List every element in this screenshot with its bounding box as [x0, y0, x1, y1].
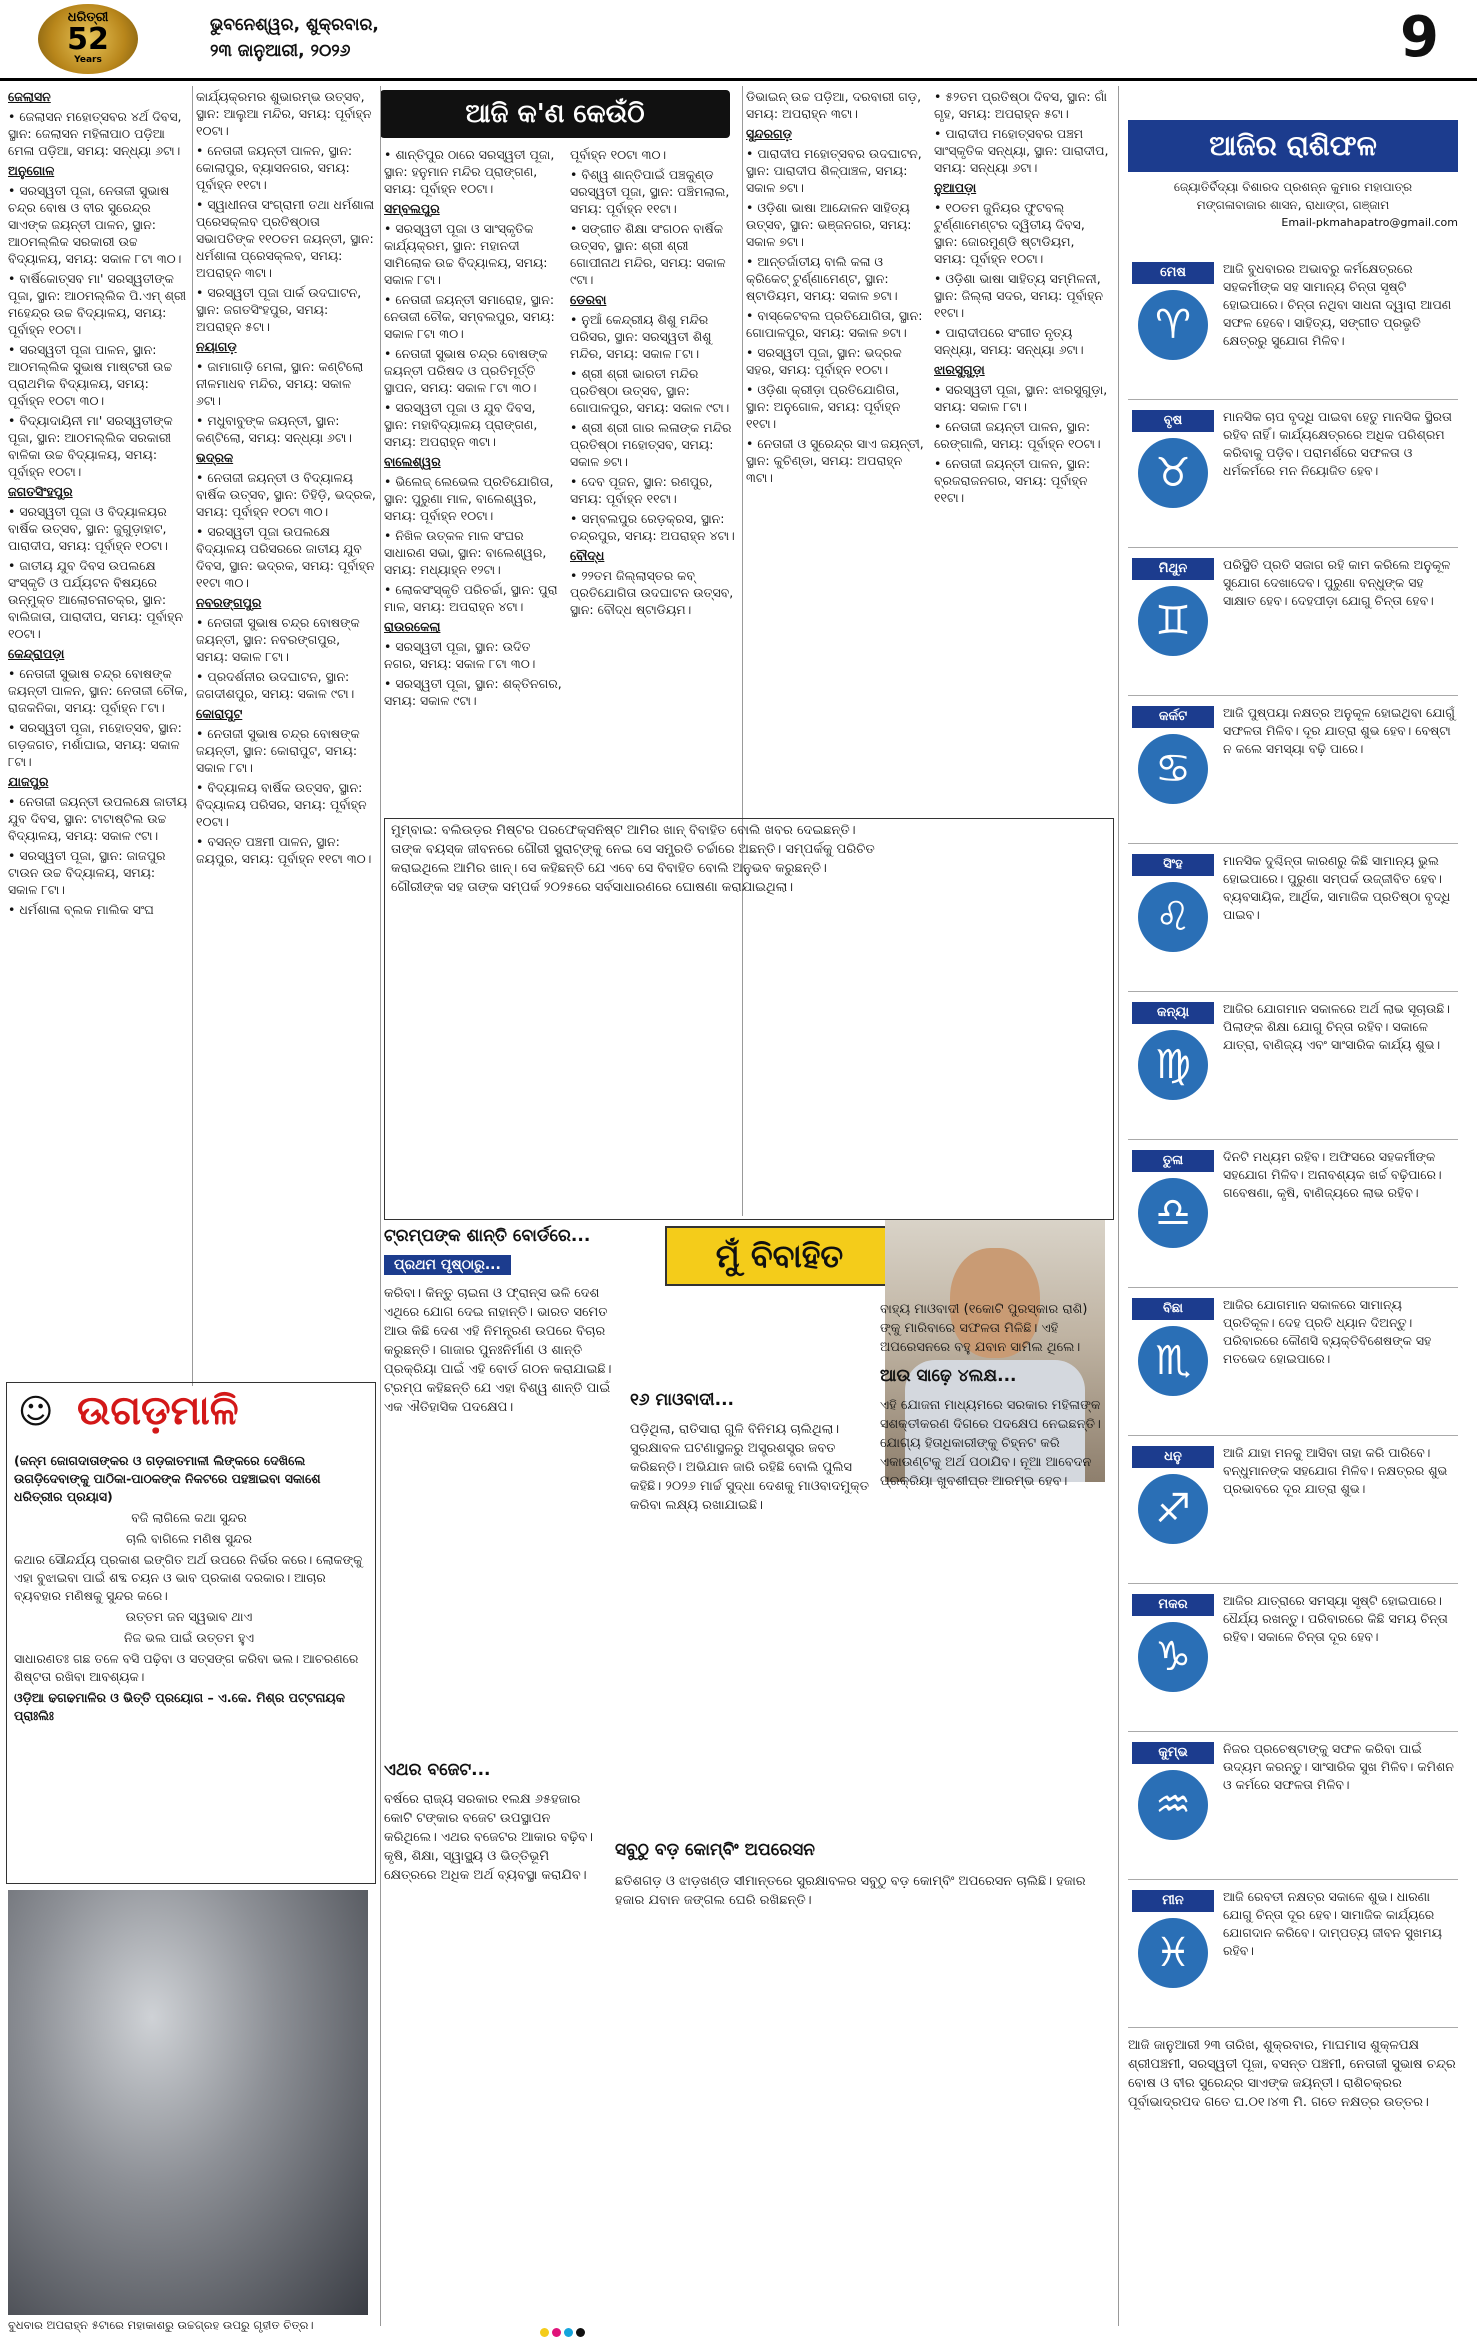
listing-column-5	[746, 88, 926, 808]
event-item: • ସରସ୍ୱତୀ ପୂଜା, ସ୍ଥାନ: ଝାରସୁଗୁଡ଼ା, ସମୟ: ସକାଳ ୮ଟା।	[934, 382, 1108, 414]
event-item: • ନେତାଜୀ ଜୟନ୍ତୀ ପାଳନ, ସ୍ଥାନ: ରେଙ୍ଗାଲି, ସମୟ: ପୂର୍ବାହ୍ନ ୧୦ଟା।	[934, 419, 1101, 451]
event-item: • ନେତାଜୀ ଜୟନ୍ତୀ ଉପଲକ୍ଷେ ଜାତୀୟ ଯୁବ ଦିବସ, ସ୍ଥାନ: ଟାଟାଷ୍ଟିଲ ଉଚ୍ଚ ବିଦ୍ୟାଳୟ, ସମୟ: ସକାଳ ୯ଟା।	[8, 794, 188, 843]
event-item: • ପ୍ରଦର୍ଶନୀର ଉଦଘାଟନ, ସ୍ଥାନ: ଜଗଦୀଶପୁର, ସମୟ: ସକାଳ ୯ଟା।	[196, 669, 355, 701]
district-heading: ଜଗତସିଂହପୁର	[8, 484, 73, 499]
ugadmali-subtitle: (ଜନ୍ମ ଜୋଗଦାତାଙ୍କର ଓ ଗଡ଼ଜାତମାଳୀ ଲିଙ୍କରେ ଦେଖିଲେ ଉଗଡ଼ିଦେବାଙ୍କୁ ପାଠିକା-ପାଠକଙ୍କ ନିକଟରେ ପହଞ୍ଚାଇବା ସକାଶେ ଧରିତ୍ରୀର ପ୍ରୟାସ)	[14, 1453, 321, 1504]
zodiac-symbol-icon: ♊	[1138, 586, 1208, 656]
zodiac-forecast: ଦିନଟି ମଧ୍ୟମ ରହିବ। ଅଫିସରେ ସହକର୍ମୀଙ୍କ ସହଯୋଗ ମିଳିବ। ଅନାବଶ୍ୟକ ଖର୍ଚ୍ଚ ବଢ଼ିପାରେ। ଗବେଷଣା, କୃଷି, ବାଣିଜ୍ୟରେ ଲାଭ ରହିବ।	[1223, 1149, 1442, 1200]
district-heading: ଡେରବା	[570, 292, 607, 307]
satellite-caption: ବୁଧବାର ଅପରାହ୍ନ ୫ଟାରେ ମହାକାଶରୁ ଉଚ୍ଚଗ୍ରହ ଉପରୁ ଗୃହୀତ ଚିତ୍ର।	[8, 2318, 314, 2332]
event-item: • ନେତାଜୀ ସୁଭାଷ ଚନ୍ଦ୍ର ବୋଷଙ୍କ ଜୟନ୍ତୀ ପରିଷଦ ଓ ପ୍ରତିମୂର୍ତ୍ତି ସ୍ଥାପନ, ସମୟ: ସକାଳ ୮ଟା ୩୦।	[384, 346, 548, 395]
dateline	[210, 12, 379, 64]
event-item: • ବିଶ୍ୱ ଶାନ୍ତିପାଇଁ ପଞ୍ଚକୁଣ୍ଡ ସରସ୍ୱତୀ ପୂଜା, ସ୍ଥାନ: ପଞ୍ଚିମଲାଲ, ସମୟ: ପୂର୍ବାହ୍ନ ୧୧ଟା।	[570, 167, 730, 216]
zodiac-forecast: ମାନସିକ ଦୁଶ୍ଚିନ୍ତା କାରଣରୁ କିଛି ସାମାନ୍ୟ ଭୁଲ ହୋଇପାରେ। ପୁରୁଣା ସମ୍ପର୍କ ଉଜ୍ଜୀବିତ ହେବ। ବ୍ୟବସାୟିକ, ଆର୍ଥିକ, ସାମାଜିକ ପ୍ରତିଷ୍ଠା ବୃଦ୍ଧି ପାଇବ।	[1223, 853, 1451, 922]
event-item: • ସରସ୍ୱତୀ ପୂଜା ଓ ବିଦ୍ୟାଳୟର ବାର୍ଷିକ ଉତ୍ସବ, ସ୍ଥାନ: ଜୁଗୁଡ଼ାହାଟ, ପାରାଦୀପ, ସମୟ: ପୂର୍ବାହ୍ନ ୧୦ଟା।	[8, 504, 169, 553]
budget-headline-block	[384, 1760, 604, 1780]
event-item: ଡିଭାଇନ୍ ଉଚ୍ଚ ପଡ଼ିଆ, ଦରବାରୀ ଗଡ଼, ସମୟ: ଅପରାହ୍ନ ୩ଟା।	[746, 89, 922, 121]
zodiac-forecast: ଆଜିର ଯୋଗମାନ ସକାଳରେ ସାମାନ୍ୟ ପ୍ରତିକୂଳ। ଦେହ ପ୍ରତି ଧ୍ୟାନ ଦିଅନ୍ତୁ। ପରିବାରରେ କୌଣସି ବ୍ୟକ୍ତିବିଶେଷଙ୍କ ସହ ମତଭେଦ ହୋଇପାରେ।	[1223, 1297, 1432, 1366]
event-item: • ନେତାଜୀ ଜୟନ୍ତୀ ପାଳନ, ସ୍ଥାନ: ବ୍ରଜରାଜନଗର, ସମୟ: ପୂର୍ବାହ୍ନ ୧୧ଟା।	[934, 456, 1091, 505]
column-rule	[192, 86, 193, 1386]
event-item: • ସରସ୍ୱତୀ ପୂଜା, ସ୍ଥାନ: ଜାଜପୁର ଟାଉନ ଉଚ୍ଚ ବିଦ୍ୟାଳୟ, ସମୟ: ସକାଳ ୮ଟା।	[8, 848, 166, 897]
zodiac-entry	[1128, 1734, 1458, 1880]
ugadmali-verse: ନିଜ ଭଲ ପାଇଁ ଉତ୍ତମ ହୁଏ	[123, 1630, 255, 1645]
event-item: ପୂର୍ବାହ୍ନ ୧୦ଟା ୩୦।	[570, 147, 667, 162]
zodiac-symbol-icon: ♑	[1138, 1622, 1208, 1692]
astrologer-credit	[1128, 178, 1458, 232]
district-heading: ଭଦ୍ରକ	[196, 450, 234, 465]
listing-column-4	[570, 146, 738, 806]
ugadmali-verse: ଉତ୍ତମ ଜନ ସ୍ୱଭାବ ଥାଏ	[125, 1609, 253, 1624]
continued-story-text: ବାହ୍ୟ ମାଓବାଦୀ (୧କୋଟି ପୁରସ୍କାର ରାଶି) ଙ୍କୁ ମାରିବାରେ ସଫଳତା ମିଳିଛି। ଏହି ଅପରେସନରେ ବହୁ ଯବାନ ସାମିଲ ଥିଲେ।	[880, 1302, 1088, 1355]
event-item: • ନିଖିଳ ଉତ୍କଳ ମାଳ ସଂଘର ସାଧାରଣ ସଭା, ସ୍ଥାନ: ବାଲେଶ୍ୱର, ସମୟ: ମଧ୍ୟାହ୍ନ ୧୨ଟା।	[384, 528, 547, 577]
column-rule	[380, 86, 381, 2326]
event-item: • ଓଡ଼ିଶା ଭାଷା ସାହିତ୍ୟ ସମ୍ମିଳନୀ, ସ୍ଥାନ: ଜିଲ୍ଲା ସଦର, ସମୟ: ପୂର୍ବାହ୍ନ ୧୧ଟା।	[934, 271, 1103, 320]
event-item: • ଜାମାଗାଡ଼ି ମେଳା, ସ୍ଥାନ: କଣ୍ଟିଲୋ ନୀଳମାଧବ ମନ୍ଦିର, ସମୟ: ସକାଳ ୬ଟା।	[196, 359, 364, 408]
event-item: • ପାରାଦୀପ ମହୋତ୍ସବର ଉଦଘାଟନ, ସ୍ଥାନ: ପାରାଦୀପ ଶିଳ୍ପାଞ୍ଚଳ, ସମୟ: ସକାଳ ୭ଟା।	[746, 146, 922, 195]
event-item: • ନେତାଜୀ ଜୟନ୍ତୀ ସମାରୋହ, ସ୍ଥାନ: ନେତାଜୀ ଚୌକ, ସମ୍ବଲପୁର, ସମୟ: ସକାଳ ୮ଟା ୩୦।	[384, 292, 555, 341]
zodiac-entry	[1128, 1290, 1458, 1436]
zodiac-entry	[1128, 402, 1458, 548]
event-item: • ସରସ୍ୱତୀ ପୂଜା ପାଳନ, ସ୍ଥାନ: ଆଠମଲ୍ଲିକ ସୁଭାଷ ମାଷ୍ଟରୀ ଉଚ୍ଚ ପ୍ରାଥମିକ ବିଦ୍ୟାଳୟ, ସମୟ: ପୂର୍ବାହ୍ନ ୧୦ଟା ୩୦।	[8, 342, 173, 408]
maobadi-text: ପଡ଼ିଥିଲା, ରାତିସାରା ଗୁଳି ବିନିମୟ ଚାଲିଥିଲା। ସୁରକ୍ଷାବଳ ଘଟଣାସ୍ଥଳରୁ ଅସ୍ତ୍ରଶସ୍ତ୍ର ଜବତ କରିଛନ୍ତି। ଅଭିଯାନ ଜାରି ରହିଛି ବୋଲି ପୁଲିସ କହିଛି। ୨୦୨୬ ମାର୍ଚ୍ଚ ସୁଦ୍ଧା ଦେଶକୁ ମାଓବାଦମୁକ୍ତ କରିବା ଲକ୍ଷ୍ୟ ରଖାଯାଇଛି।	[630, 1422, 870, 1513]
event-item: • ପାରାଦୀପରେ ସଂଗୀତ ନୃତ୍ୟ ସନ୍ଧ୍ୟା, ସମୟ: ସନ୍ଧ୍ୟା ୬ଟା।	[934, 325, 1084, 357]
zodiac-name: କର୍କଟ	[1132, 706, 1214, 728]
zodiac-name: ମକର	[1132, 1594, 1214, 1616]
satellite-weather-image	[8, 1890, 368, 2315]
district-heading: ଝାରସୁଗୁଡ଼ା	[934, 362, 985, 377]
zodiac-forecast: ନିଜର ପ୍ରଚେଷ୍ଟାଙ୍କୁ ସଫଳ କରିବା ପାଇଁ ଉଦ୍ୟମ କରନ୍ତୁ। ସାଂସାରିକ ସୁଖ ମିଳିବ। କମିଶନ ଓ କର୍ମରେ ସଫଳତା ମିଳିବ।	[1223, 1741, 1454, 1792]
zodiac-name: ମୀନ	[1132, 1890, 1214, 1912]
zodiac-forecast: ଆଜି ରେବତୀ ନକ୍ଷତ୍ର ସକାଳେ ଶୁଭ। ଧାରଣା ଯୋଗୁ ଚିନ୍ତା ଦୂର ହେବ। ସାମାଜିକ କାର୍ଯ୍ୟରେ ଯୋଗଦାନ କରିବେ। ଦାମ୍ପତ୍ୟ ଜୀବନ ସୁଖମୟ ରହିବ।	[1223, 1889, 1442, 1958]
budget-text: ବର୍ଷରେ ରାଜ୍ୟ ସରକାର ୧ଲକ୍ଷ ୬୫ହଜାର କୋଟି ଟଙ୍କାର ବଜେଟ ଉପସ୍ଥାପନ କରିଥିଲେ। ଏଥର ବଜେଟର ଆକାର ବଢ଼ିବ। କୃଷି, ଶିକ୍ଷା, ସ୍ୱାସ୍ଥ୍ୟ ଓ ଭିତ୍ତିଭୂମି କ୍ଷେତ୍ରରେ ଅଧିକ ଅର୍ଥ ବ୍ୟବସ୍ଥା କରାଯିବ।	[384, 1792, 593, 1883]
zodiac-entry	[1128, 1142, 1458, 1288]
zodiac-name: ଧନୁ	[1132, 1446, 1214, 1468]
listing-column-1	[8, 88, 188, 1378]
event-item: • ସରସ୍ୱତୀ ପୂଜା ଓ ଯୁବ ଦିବସ, ସ୍ଥାନ: ମହାବିଦ୍ୟାଳୟ ପ୍ରାଙ୍ଗଣ, ସମୟ: ଅପରାହ୍ନ ୩ଟା।	[384, 400, 538, 449]
ugadmali-header	[12, 1388, 367, 1450]
event-item: • ସରସ୍ୱତୀ ପୂଜା, ସ୍ଥାନ: ଭଦ୍ରକ ସହର, ସମୟ: ପୂର୍ବାହ୍ନ ୧୦ଟା।	[746, 345, 902, 377]
event-item: • ନେତାଜୀ ସୁଭାଷ ଚନ୍ଦ୍ର ବୋଷଙ୍କ ଜୟନ୍ତୀ, ସ୍ଥାନ: ନବରଙ୍ଗପୁର, ସମୟ: ସକାଳ ୮ଟା।	[196, 615, 360, 664]
zodiac-symbol-icon: ♎	[1138, 1178, 1208, 1248]
years-label: Years	[74, 55, 102, 65]
ugadmali-body	[14, 1452, 364, 1872]
zodiac-entry	[1128, 846, 1458, 992]
rashiphala-title: ଆଜିର ରାଶିଫଳ	[1128, 120, 1458, 172]
trump-continue	[384, 1254, 624, 1273]
zodiac-name: ସିଂହ	[1132, 854, 1214, 876]
zodiac-symbol-icon: ♓	[1138, 1918, 1208, 1988]
event-item: • ସରସ୍ୱତୀ ପୂଜା ଉପଲକ୍ଷେ ବିଦ୍ୟାଳୟ ପରିସରରେ ଜାତୀୟ ଯୁବ ଦିବସ, ସ୍ଥାନ: ଭଦ୍ରକ, ସମୟ: ପୂର୍ବାହ୍ନ ୧୧ଟା ୩୦।	[196, 524, 375, 590]
event-item: • ବିଦ୍ୟାଦାୟିନୀ ମା' ସରସ୍ୱତୀଙ୍କ ପୂଜା, ସ୍ଥାନ: ଆଠମଲ୍ଲିକ ସରକାରୀ ବାଳିକା ଉଚ୍ଚ ବିଦ୍ୟାଳୟ, ସମୟ: ପୂର୍ବାହ୍ନ ୧୦ଟା।	[8, 413, 173, 479]
event-item: • ଶ୍ରୀ ଶ୍ରୀ ଭାରତୀ ମନ୍ଦିର ପ୍ରତିଷ୍ଠା ଉତ୍ସବ, ସ୍ଥାନ: ଗୋପାଳପୁର, ସମୟ: ସକାଳ ୯ଟା।	[570, 366, 730, 415]
continue-label: ପ୍ରଥମ ପୃଷ୍ଠାରୁ...	[384, 1255, 511, 1275]
aau-sadhe-headline: ଆଉ ସାଢ଼େ ୪ଲକ୍ଷ...	[880, 1366, 1017, 1386]
ugadmali-verse: ବଜି ଲାଗିଲେ କଥା ସୁନ୍ଦର	[131, 1510, 247, 1525]
brand-name: ଧରିତ୍ରୀ	[67, 10, 109, 25]
trump-headline: ଟ୍ରମ୍ପଙ୍କ ଶାନ୍ତି ବୋର୍ଡରେ...	[384, 1226, 591, 1246]
event-item: • ୫୨ତମ ପ୍ରତିଷ୍ଠା ଦିବସ, ସ୍ଥାନ: ଗାଁ ଗୃହ, ସମୟ: ଅପରାହ୍ନ ୫ଟା।	[934, 89, 1108, 121]
event-item: • ସରସ୍ୱତୀ ପୂଜା, ନେତାଜୀ ସୁଭାଷ ଚନ୍ଦ୍ର ବୋଷ ଓ ବୀର ସୁରେନ୍ଦ୍ର ସାଏଙ୍କ ଜୟନ୍ତୀ ପାଳନ, ସ୍ଥାନ: ଆଠମଲ୍ଲିକ ସରକାରୀ ଉଚ୍ଚ ବିଦ୍ୟାଳୟ, ସମୟ: ସକାଳ ୮ଟା ୩୦।	[8, 183, 182, 266]
zodiac-forecast: ଆଜିର ଯୋଗମାନ ସକାଳରେ ଅର୍ଥ ଲାଭ ସୂଚାଉଛି। ପିଲାଙ୍କ ଶିକ୍ଷା ଯୋଗୁ ଚିନ୍ତା ରହିବ। ସକାଳେ ଯାତ୍ରା, ବାଣିଜ୍ୟ ଏବଂ ସାଂସାରିକ କାର୍ଯ୍ୟ ଶୁଭ।	[1223, 1001, 1450, 1052]
event-item: • ସରସ୍ୱତୀ ପୂଜା ପାର୍କ ଉଦଘାଟନ, ସ୍ଥାନ: ଜଗତସିଂହପୁର, ସମୟ: ଅପରାହ୍ନ ୫ଟା।	[196, 285, 362, 334]
vivahita-headline: ମୁଁ ବିବାହିତ	[665, 1226, 894, 1286]
event-item: • ସରସ୍ୱତୀ ପୂଜା, ସ୍ଥାନ: ଶକ୍ତିନଗର, ସମୟ: ସକାଳ ୯ଟା।	[384, 676, 562, 708]
event-item: • ଓଡ଼ିଶା ଭାଷା ଆନ୍ଦୋଳନ ସାହିତ୍ୟ ଉତ୍ସବ, ସ୍ଥାନ: ଭଞ୍ଜନଗର, ସମୟ: ସକାଳ ୭ଟା।	[746, 200, 912, 249]
event-item: • ନେତାଜୀ ଜୟନ୍ତୀ ପାଳନ, ସ୍ଥାନ: କୋଲାପୁର, ବ୍ୟାସନଗର, ସମୟ: ପୂର୍ବାହ୍ନ ୧୧ଟା।	[196, 143, 353, 192]
section-title: ଆଜି କ'ଣ କେଉଁଠି	[380, 90, 730, 138]
zodiac-symbol-icon: ♐	[1138, 1474, 1208, 1544]
anniversary-logo	[38, 4, 138, 74]
zodiac-entry	[1128, 254, 1458, 400]
zodiac-forecast: ମାନସିକ ଚାପ ବୃଦ୍ଧି ପାଇବା ହେତୁ ମାନସିକ ସ୍ଥିରତା ରହିବ ନାହିଁ। କାର୍ଯ୍ୟକ୍ଷେତ୍ରରେ ଅଧିକ ପରିଶ୍ରମ କରିବାକୁ ପଡ଼ିବ। ପରାମର୍ଶରେ ସଫଳତା ଓ ଧର୍ମକର୍ମରେ ମନ ନିୟୋଜିତ ହେବ।	[1223, 409, 1452, 478]
district-heading: କୋରାପୁଟ	[196, 706, 243, 721]
column-rule	[1118, 86, 1119, 2326]
dateline-place: ଭୁବନେଶ୍ୱର, ଶୁକ୍ରବାର,	[210, 15, 379, 35]
zodiac-entry	[1128, 1586, 1458, 1732]
district-heading: ନବରଙ୍ଗପୁର	[196, 595, 262, 610]
event-item: • ନେତାଜୀ ଓ ସୁରେନ୍ଦ୍ର ସାଏ ଜୟନ୍ତୀ, ସ୍ଥାନ: କୁଚିଣ୍ଡା, ସମୟ: ଅପରାହ୍ନ ୩ଟା।	[746, 436, 924, 485]
zodiac-forecast: ଆଜିର ଯାତ୍ରାରେ ସମସ୍ୟା ସୃଷ୍ଟି ହୋଇପାରେ। ଧୈର୍ଯ୍ୟ ରଖନ୍ତୁ। ପରିବାରରେ କିଛି ସମୟ ଚିନ୍ତା ରହିବ। ସକାଳେ ଚିନ୍ତା ଦୂର ହେବ।	[1223, 1593, 1448, 1644]
event-item: • ୨୨ତମ ଜିଲ୍ଲାସ୍ତର କବ୍ ପ୍ରତିଯୋଗିତା ଉଦଘାଟନ ଉତ୍ସବ, ସ୍ଥାନ: ବୌଦ୍ଧ ଷ୍ଟାଡିୟମ।	[570, 568, 734, 617]
vivahita-story	[384, 818, 1114, 1220]
event-item: • ବିଦ୍ୟାଳୟ ବାର୍ଷିକ ଉତ୍ସବ, ସ୍ଥାନ: ବିଦ୍ୟାଳୟ ପରିସର, ସମୟ: ପୂର୍ବାହ୍ନ ୧୦ଟା।	[196, 780, 367, 829]
zodiac-entry	[1128, 698, 1458, 844]
ugadmali-credit: ଓଡ଼ିଆ ଢଗଢମାଳିର ଓ ଭିତ୍ତି ପ୍ରୟୋଗ – ଏ.କେ. ମିଶ୍ର ପଟ୍ଟନାୟକ ପ୍ରାଃଲିଃ	[14, 1690, 345, 1723]
event-item: • ଜେଲାସନ ମହୋତ୍ସବର ୪ର୍ଥ ଦିବସ, ସ୍ଥାନ: ଜେଲାସନ ମହିଳାପାଠ ପଡ଼ିଆ ମେଳା ପଡ଼ିଆ, ସମୟ: ସନ୍ଧ୍ୟା ୬ଟା।	[8, 109, 182, 158]
combing-headline-block	[615, 1840, 915, 1860]
listing-column-6	[934, 88, 1109, 808]
astrologer-name: ଜ୍ୟୋତିର୍ବିଦ୍ୟା ବିଶାରଦ ପ୍ରଶନ୍ନ କୁମାର ମହାପାତ୍ର	[1173, 180, 1413, 194]
district-heading: କେନ୍ଦ୍ରାପଡ଼ା	[8, 646, 65, 661]
event-item: • ଶାନ୍ତିପୁର ଠାରେ ସରସ୍ୱତୀ ପୂଜା, ସ୍ଥାନ: ହନୁମାନ ମନ୍ଦିର ପ୍ରାଙ୍ଗଣ, ସମୟ: ପୂର୍ବାହ୍ନ ୧୦ଟା।	[384, 147, 555, 196]
zodiac-entry	[1128, 994, 1458, 1140]
event-item: • ଭିଲେଜ୍ ଲେଭେଲ ପ୍ରତିଯୋଗିତା, ସ୍ଥାନ: ପୁରୁଣା ମାଳ, ବାଲେଶ୍ୱର, ସମୟ: ପୂର୍ବାହ୍ନ ୧୦ଟା।	[384, 474, 554, 523]
district-heading: ରାଉରକେଲା	[384, 619, 441, 634]
zodiac-forecast: ଆଜି ପୁଷ୍ପୟା ନକ୍ଷତ୍ର ଅନୁକୂଳ ହୋଇଥିବା ଯୋଗୁଁ ସଫଳତା ମିଳିବ। ଦୂର ଯାତ୍ରା ଶୁଭ ହେବ। ବେଷ୍ଟା ନ କଲେ ସମସ୍ୟା ବଢ଼ି ପାରେ।	[1223, 705, 1455, 756]
event-item: • ନେତାଜୀ ସୁଭାଷ ଚନ୍ଦ୍ର ବୋଷଙ୍କ ଜୟନ୍ତୀ, ସ୍ଥାନ: କୋରାପୁଟ, ସମୟ: ସକାଳ ୮ଟା।	[196, 726, 360, 775]
event-item: • ଶ୍ରୀ ଶ୍ରୀ ଗାର ଲଳାଙ୍କ ମନ୍ଦିର ପ୍ରତିଷ୍ଠା ମହୋତ୍ସବ, ସମୟ: ସକାଳ ୭ଟା।	[570, 420, 732, 469]
zodiac-name: ବିଛା	[1132, 1298, 1214, 1320]
vivahita-text: ମୁମ୍ବାଇ: ବଲିଉଡ଼ର ମିଷ୍ଟର ପରଫେକ୍ସନିଷ୍ଟ ଆମିର ଖାନ୍ ବିବାହିତ ବୋଲି ଖବର ଦେଇଛନ୍ତି। ତାଙ୍କ ବୟସ୍କ ଜୀବନରେ ଗୌରୀ ସ୍ପ୍ରାଟ୍ଙ୍କୁ ନେଇ ସେ ସମ୍ପ୍ରତି ଚର୍ଚ୍ଚାରେ ଅଛନ୍ତି। ସମ୍ପର୍କକୁ ପରିଚିତ କରାଇଥିଲେ ଆମିର ଖାନ୍। ସେ କହିଛନ୍ତି ଯେ ଏବେ ସେ ବିବାହିତ ବୋଲି ଅନୁଭବ କରୁଛନ୍ତି। ଗୌରୀଙ୍କ ସହ ତାଙ୍କ ସମ୍ପର୍କ ୨୦୨୫ରେ ସର୍ବସାଧାରଣରେ ଘୋଷଣା କରାଯାଇଥିଲା।	[391, 823, 875, 895]
zodiac-entry	[1128, 550, 1458, 696]
years-number: 52	[67, 22, 109, 57]
event-item: • ମଧୁବାବୁଙ୍କ ଜୟନ୍ତୀ, ସ୍ଥାନ: କଣ୍ଟିଲୋ, ସମୟ: ସନ୍ଧ୍ୟା ୬ଟା।	[196, 413, 353, 445]
astrologer-address: ମଙ୍ଗଳାବାଜାର ଶାସନ, ରାଧାଙ୍ଗ, ଗଞ୍ଜାମ	[1196, 198, 1390, 212]
combing-text: ଛତିଶଗଡ଼ ଓ ଝାଡ଼ଖଣ୍ଡ ସୀମାନ୍ତରେ ସୁରକ୍ଷାବଳର ସବୁଠୁ ବଡ଼ କୋମ୍ବିଂ ଅପରେସନ ଚାଲିଛି। ହଜାର ହଜାର ଯବାନ ଜଙ୍ଗଲ ଘେରି ରଖିଛନ୍ତି।	[615, 1874, 1086, 1908]
ugadmali-title: ଉଗଡ଼ମାଳି	[77, 1388, 239, 1434]
event-item: • ଧର୍ମଶାଳା ବ୍ଲକ ମାଲିକ ସଂଘ	[8, 902, 154, 917]
zodiac-name: ତୁଳା	[1132, 1150, 1214, 1172]
district-heading: ବାଲେଶ୍ୱର	[384, 454, 441, 469]
district-heading: ନୁଆପଡ଼ା	[934, 180, 977, 195]
aau-sadhe-text: ଏହି ଯୋଜନା ମାଧ୍ୟମରେ ସରକାର ମହିଳାଙ୍କ ସଶକ୍ତୀକରଣ ଦିଗରେ ପଦକ୍ଷେପ ନେଇଛନ୍ତି। ଯୋଗ୍ୟ ହିତାଧିକାରୀଙ୍କୁ ଚିହ୍ନଟ କରି ଏକାଉଣ୍ଟକୁ ଅର୍ଥ ପଠାଯିବ। ନୂଆ ଆବେଦନ ପ୍ରକ୍ରିୟା ଖୁବଶୀଘ୍ର ଆରମ୍ଭ ହେବ।	[880, 1398, 1101, 1489]
event-item: • ଜାତୀୟ ଯୁବ ଦିବସ ଉପଲକ୍ଷେ ସଂସ୍କୃତି ଓ ପର୍ଯ୍ୟଟନ ବିଷୟରେ ଉନ୍ମୁକ୍ତ ଆଲୋଚନାଚକ୍ର, ସ୍ଥାନ: ବାଲିଜାତା, ପାରାଦୀପ, ସମୟ: ପୂର୍ବାହ୍ନ ୧୦ଟା।	[8, 558, 184, 641]
ugadmali-text: କଥାର ସୌନ୍ଦର୍ଯ୍ୟ ପ୍ରକାଶ ଇଙ୍ଗିତ ଅର୍ଥ ଉପରେ ନିର୍ଭର କରେ। ଲୋକଙ୍କୁ ଏହା ବୁଝାଇବା ପାଇଁ ଶବ୍ଦ ଚୟନ ଓ ଭାବ ପ୍ରକାଶ ଦରକାର। ଆଚାର ବ୍ୟବହାର ମଣିଷକୁ ସୁନ୍ଦର କରେ।	[14, 1552, 363, 1603]
district-heading: ସୁନ୍ଦରଗଡ଼	[746, 126, 792, 141]
zodiac-name: ବୃଷ	[1132, 410, 1214, 432]
event-item: • ପାରାଦୀପ ମହୋତ୍ସବର ପଞ୍ଚମ ସାଂସ୍କୃତିକ ସନ୍ଧ୍ୟା, ସ୍ଥାନ: ପାରାଦୀପ, ସମୟ: ସନ୍ଧ୍ୟା ୬ଟା।	[934, 126, 1109, 175]
trump-text: କରିବା। କିନ୍ତୁ ଚାଇନା ଓ ଫ୍ରାନ୍ସ ଭଳି ଦେଶ ଏଥିରେ ଯୋଗ ଦେଇ ନାହାନ୍ତି। ଭାରତ ସମେତ ଆଉ କିଛି ଦେଶ ଏହି ନିମନ୍ତ୍ରଣ ଉପରେ ବିଚାର କରୁଛନ୍ତି। ଗାଜାର ପୁନଃନିର୍ମାଣ ଓ ଶାନ୍ତି ପ୍ରକ୍ରିୟା ପାଇଁ ଏହି ବୋର୍ଡ ଗଠନ କରାଯାଇଛି। ଟ୍ରମ୍ପ କହିଛନ୍ତି ଯେ ଏହା ବିଶ୍ୱ ଶାନ୍ତି ପାଇଁ ଏକ ଐତିହାସିକ ପଦକ୍ଷେପ।	[384, 1286, 612, 1415]
registration-dot	[540, 2328, 549, 2337]
event-item: • ବସନ୍ତ ପଞ୍ଚମୀ ପାଳନ, ସ୍ଥାନ: ଜୟପୁର, ସମୟ: ପୂର୍ବାହ୍ନ ୧୧ଟା ୩୦।	[196, 834, 372, 866]
combing-headline: ସବୁଠୁ ବଡ଼ କୋମ୍ବିଂ ଅପରେସନ	[615, 1840, 815, 1860]
cartoon-face-icon: ☺	[18, 1392, 54, 1432]
event-item: • ସରସ୍ୱତୀ ପୂଜା, ମହୋତ୍ସବ, ସ୍ଥାନ: ଗଡ଼ଜଗତ, ମର୍ଶାଘାଇ, ସମୟ: ସକାଳ ୮ଟା।	[8, 720, 182, 769]
district-heading: ଅନୁଗୋଳ	[8, 163, 55, 178]
maobadi-headline: ୧୬ ମାଓବାଦୀ...	[630, 1390, 735, 1410]
district-heading: ସମ୍ବଲପୁର	[384, 201, 440, 216]
ugadmali-text: ସାଧାରଣତଃ ଗଛ ତଳେ ବସି ପଢ଼ିବା ଓ ସତ୍‌ସଙ୍ଗ କରିବା ଭଲ। ଆଚରଣରେ ଶିଷ୍ଟତା ରଖିବା ଆବଶ୍ୟକ।	[14, 1651, 359, 1684]
masthead	[0, 0, 1477, 81]
registration-dot	[564, 2328, 573, 2337]
event-item: • ଲୋକସଂସ୍କୃତି ପରିଚର୍ଚ୍ଚା, ସ୍ଥାନ: ପୁରା ମାଳ, ସମୟ: ଅପରାହ୍ନ ୪ଟା।	[384, 582, 558, 614]
event-item: • ଆନ୍ତର୍ଜାତୀୟ ବାଲି କଳା ଓ କ୍ରିକେଟ୍ ଟୁର୍ଣ୍ଣାମେଣ୍ଟ, ସ୍ଥାନ: ଷ୍ଟାଡିୟମ, ସମୟ: ସକାଳ ୭ଟା।	[746, 254, 898, 303]
zodiac-name: କନ୍ୟା	[1132, 1002, 1214, 1024]
event-item: • ସ୍ୱାଧୀନତା ସଂଗ୍ରାମୀ ତଥା ଧର୍ମଶାଳା ପ୍ରେସକ୍ଲବ ପ୍ରତିଷ୍ଠାତା ସଭାପତିଙ୍କ ୧୧୦ତମ ଜୟନ୍ତୀ, ସ୍ଥାନ: ଧର୍ମଶାଳା ପ୍ରେସକ୍ଲବ, ସମୟ: ଅପରାହ୍ନ ୩ଟା।	[196, 197, 375, 280]
page-number: 9	[1400, 5, 1439, 70]
budget-headline: ଏଥର ବଜେଟ...	[384, 1760, 491, 1780]
dateline-date: ୨୩ ଜାନୁଆରୀ, ୨୦୨୬	[210, 41, 351, 61]
zodiac-symbol-icon: ♌	[1138, 882, 1208, 952]
ugadmali-verse: ଚାଲି ବାଗିଲେ ମଣିଷ ସୁନ୍ଦର	[126, 1531, 252, 1546]
zodiac-entry	[1128, 1882, 1458, 2028]
event-item: • ସମ୍ବଲପୁର ରେଡ଼କ୍ରସ, ସ୍ଥାନ: ଚନ୍ଦ୍ରପୁର, ସମୟ: ଅପରାହ୍ନ ୪ଟା।	[570, 511, 735, 543]
zodiac-symbol-icon: ♒	[1138, 1770, 1208, 1840]
zodiac-forecast: ଆଜି ବୁଧବାରର ଅଭାବରୁ କର୍ମକ୍ଷେତ୍ରରେ ସହକର୍ମୀଙ୍କ ସହ ସାମାନ୍ୟ ଚିନ୍ତା ସୃଷ୍ଟି ହୋଇପାରେ। ଚିନ୍ତା ନଥିବା ସାଧନା ଦ୍ୱାରା ଆପଣ ସଫଳ ହେବେ। ସାହିତ୍ୟ, ସଙ୍ଗୀତ ପ୍ରଭୃତି କ୍ଷେତ୍ରରୁ ସୁଯୋଗ ମିଳିବ।	[1223, 261, 1452, 348]
zodiac-symbol-icon: ♉	[1138, 438, 1208, 508]
event-item: • ନୁଆଁ କେନ୍ଦ୍ରୀୟ ଶିଶୁ ମନ୍ଦିର ପରିସର, ସ୍ଥାନ: ସରସ୍ୱତୀ ଶିଶୁ ମନ୍ଦିର, ସମୟ: ସକାଳ ୮ଟା।	[570, 312, 712, 361]
event-item: • ନେତାଜୀ ଜୟନ୍ତୀ ଓ ବିଦ୍ୟାଳୟ ବାର୍ଷିକ ଉତ୍ସବ, ସ୍ଥାନ: ତିହିଡ଼ି, ଭଦ୍ରକ, ସମୟ: ପୂର୍ବାହ୍ନ ୧୦ଟା ୩୦।	[196, 470, 376, 519]
event-item: • ଦେବ ପୂଜନ, ସ୍ଥାନ: ରଣପୁର, ସମୟ: ପୂର୍ବାହ୍ନ ୧୧ଟା।	[570, 474, 713, 506]
zodiac-name: ମିଥୁନ	[1132, 558, 1214, 580]
zodiac-symbol-icon: ♋	[1138, 734, 1208, 804]
zodiac-forecast: ପରିସ୍ଥିତି ପ୍ରତି ସଜାଗ ରହି କାମ କରିଲେ ଅନୁକୂଳ ସୁଯୋଗ ଦେଖାଦେବ। ପୁରୁଣା ବନ୍ଧୁଙ୍କ ସହ ସାକ୍ଷାତ ହେବ। ଦେହପୀଡ଼ା ଯୋଗୁ ଚିନ୍ତା ହେବ।	[1223, 557, 1451, 608]
listing-column-2	[196, 88, 376, 1378]
district-heading: ନୟାଗଡ଼	[196, 339, 237, 354]
event-item: • ସରସ୍ୱତୀ ପୂଜା, ସ୍ଥାନ: ଉଦିତ ନଗର, ସମୟ: ସକାଳ ୮ଟା ୩୦।	[384, 639, 536, 671]
zodiac-name: ମେଷ	[1132, 262, 1214, 284]
zodiac-symbol-icon: ♏	[1138, 1326, 1208, 1396]
event-item: • ବାର୍ଷିକୋତ୍ସବ ମା' ସରସ୍ୱତୀଙ୍କ ପୂଜା, ସ୍ଥାନ: ଆଠମଲ୍ଲିକ ପି.ଏମ୍ ଶ୍ରୀ ମହେନ୍ଦ୍ର ଉଚ୍ଚ ବିଦ୍ୟାଳୟ, ସମୟ: ପୂର୍ବାହ୍ନ ୧୦ଟା।	[8, 271, 187, 337]
maobadi-headline-block	[630, 1390, 870, 1410]
zodiac-symbol-icon: ♈	[1138, 290, 1208, 360]
event-item: • ଓଡ଼ିଶା କ୍ରୀଡ଼ା ପ୍ରତିଯୋଗିତା, ସ୍ଥାନ: ଅନୁଗୋଳ, ସମୟ: ପୂର୍ବାହ୍ନ ୧୧ଟା।	[746, 382, 901, 431]
panjika-text: ଆଜି ଜାନୁଆରୀ ୨୩ ତାରିଖ, ଶୁକ୍ରବାର, ମାଘମାସ ଶୁକ୍ଳପକ୍ଷ ଶ୍ରୀପଞ୍ଚମୀ, ସରସ୍ୱତୀ ପୂଜା, ବସନ୍ତ ପଞ୍ଚମୀ, ନେତାଜୀ ସୁଭାଷ ଚନ୍ଦ୍ର ବୋଷ ଓ ବୀର ସୁରେନ୍ଦ୍ର ସାଏଙ୍କ ଜୟନ୍ତୀ। ରାଶିଚକ୍ରର ପୂର୍ବାଭାଦ୍ରପଦ ଗତେ ଘ.୦୧।୪୩ ମି. ଗତେ ନକ୍ଷତ୍ର ଉତ୍ତର।	[1128, 2038, 1456, 2110]
event-item: • ନେତାଜୀ ସୁଭାଷ ଚନ୍ଦ୍ର ବୋଷଙ୍କ ଜୟନ୍ତୀ ପାଳନ, ସ୍ଥାନ: ନେତାଜୀ ଚୌକ, ରାଜକନିକା, ସମୟ: ପୂର୍ବାହ୍ନ ୮ଟା।	[8, 666, 188, 715]
district-heading: ଯାଜପୁର	[8, 774, 49, 789]
event-item: • ବାସ୍କେଟବଲ ପ୍ରତିଯୋଗିତା, ସ୍ଥାନ: ଗୋପାଳପୁର, ସମୟ: ସକାଳ ୭ଟା।	[746, 308, 923, 340]
registration-dot	[576, 2328, 585, 2337]
registration-dot	[552, 2328, 561, 2337]
trump-headline-block	[384, 1226, 654, 1246]
district-heading: ଜେଲାସନ	[8, 89, 51, 104]
event-item: • ସଙ୍ଗୀତ ଶିକ୍ଷା ସଂଗଠନ ବାର୍ଷିକ ଉତ୍ସବ, ସ୍ଥାନ: ଶ୍ରୀ ଶ୍ରୀ ଗୋପୀନାଥ ମନ୍ଦିର, ସମୟ: ସକାଳ ୯ଟା।	[570, 221, 726, 287]
district-heading: ବୌଦ୍ଧ	[570, 548, 605, 563]
zodiac-forecast: ଆଜି ଯାହା ମନକୁ ଆସିବା ତାହା କରି ପାରିବେ। ବନ୍ଧୁମାନଙ୍କ ସହଯୋଗ ମିଳିବ। ନକ୍ଷତ୍ରର ଶୁଭ ପ୍ରଭାବରେ ଦୂର ଯାତ୍ରା ଶୁଭ।	[1223, 1445, 1448, 1496]
event-item: • ସରସ୍ୱତୀ ପୂଜା ଓ ସାଂସ୍କୃତିକ କାର୍ଯ୍ୟକ୍ରମ, ସ୍ଥାନ: ମହାନଦୀ ସାମିଲୋକ ଉଚ୍ଚ ବିଦ୍ୟାଳୟ, ସମୟ: ସକାଳ ୮ଟା।	[384, 221, 548, 287]
astrologer-email: Email-pkmahapatro@gmail.com	[1281, 216, 1458, 229]
zodiac-symbol-icon: ♍	[1138, 1030, 1208, 1100]
zodiac-entry	[1128, 1438, 1458, 1584]
zodiac-name: କୁମ୍ଭ	[1132, 1742, 1214, 1764]
event-item: କାର୍ଯ୍ୟକ୍ରମର ଶୁଭାରମ୍ଭ ଉତ୍ସବ, ସ୍ଥାନ: ଆଲୁଆ ମନ୍ଦିର, ସମୟ: ପୂର୍ବାହ୍ନ ୧୦ଟା।	[196, 89, 372, 138]
event-item: • ୧୦ତମ ଜୁନିୟର ଫୁଟବଲ୍ ଟୁର୍ଣ୍ଣାମେଣ୍ଟର ଦ୍ୱିତୀୟ ଦିବସ, ସ୍ଥାନ: ଜୋରମୁଣ୍ଡି ଷ୍ଟାଡିୟମ, ସମୟ: ପୂର୍ବାହ୍ନ ୧୦ଟା।	[934, 200, 1085, 266]
aau-sadhe-headline-block	[880, 1366, 1110, 1386]
